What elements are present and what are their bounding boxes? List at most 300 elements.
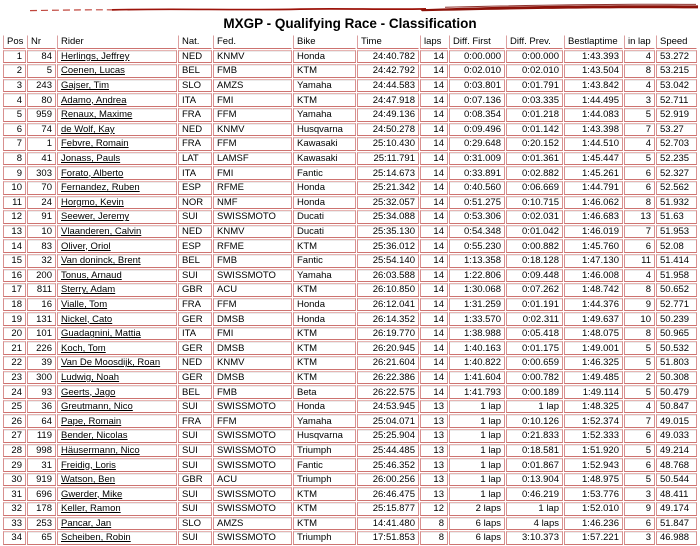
cell-in_lap: 4 [624, 79, 655, 93]
cell-time: 26:46.475 [357, 487, 419, 501]
cell-pos: 2 [3, 64, 26, 78]
cell-rider [57, 298, 177, 312]
cell-bike: KTM [293, 64, 356, 78]
cell-diff_prev: 0:01.791 [506, 79, 563, 93]
cell-bike: KTM [293, 93, 356, 107]
cell-in_lap: 6 [624, 429, 655, 443]
cell-nat: GER [178, 371, 212, 385]
table-row [3, 371, 697, 385]
cell-in_lap: 13 [624, 210, 655, 224]
cell-nat: SUI [178, 531, 212, 545]
cell-bike: Honda [293, 196, 356, 210]
cell-bike: Fantic [293, 166, 356, 180]
cell-time: 25:54.140 [357, 254, 419, 268]
cell-diff_first: 0:54.348 [449, 225, 505, 239]
cell-diff_first: 6 laps [449, 531, 505, 545]
cell-fed: SWISSMOTO [213, 429, 292, 443]
cell-time: 14:41.480 [357, 517, 419, 531]
rider-name-link[interactable]: Koch, Tom [61, 342, 106, 354]
cell-speed: 52.235 [656, 152, 697, 166]
cell-laps: 14 [420, 196, 448, 210]
cell-diff_prev: 0:01.042 [506, 225, 563, 239]
rider-name-link[interactable]: Pancar, Jan [61, 517, 112, 529]
cell-time: 24:47.918 [357, 93, 419, 107]
rider-name-link[interactable]: Fernandez, Ruben [61, 182, 140, 194]
cell-laps: 14 [420, 123, 448, 137]
cell-time: 26:00.256 [357, 473, 419, 487]
cell-pos: 15 [3, 254, 26, 268]
cell-time: 25:11.791 [357, 152, 419, 166]
rider-name-link[interactable]: de Wolf, Kay [61, 123, 115, 135]
cell-bike: KTM [293, 239, 356, 253]
table-row [3, 123, 697, 137]
table-row [3, 473, 697, 487]
cell-nat: SLO [178, 517, 212, 531]
cell-time: 25:35.130 [357, 225, 419, 239]
cell-laps: 12 [420, 502, 448, 516]
cell-time: 26:14.352 [357, 312, 419, 326]
cell-nr: 64 [27, 414, 56, 428]
cell-diff_prev: 0:21.833 [506, 429, 563, 443]
cell-fed: NMF [213, 196, 292, 210]
cell-nr: 32 [27, 254, 56, 268]
cell-fed: FMB [213, 64, 292, 78]
cell-nr: 696 [27, 487, 56, 501]
cell-laps: 14 [420, 254, 448, 268]
rider-name-link[interactable]: Freidig, Loris [61, 459, 116, 471]
rider-name-link[interactable]: Watson, Ben [61, 474, 116, 486]
rider-name-link[interactable]: Coenen, Lucas [61, 65, 125, 77]
cell-laps: 13 [420, 414, 448, 428]
cell-diff_first: 0:08.354 [449, 108, 505, 122]
cell-speed: 49.015 [656, 414, 697, 428]
cell-nr: 303 [27, 166, 56, 180]
cell-diff_first: 1 lap [449, 429, 505, 443]
cell-laps: 14 [420, 64, 448, 78]
cell-nr: 70 [27, 181, 56, 195]
column-header-nr: Nr [27, 35, 56, 49]
cell-laps: 13 [420, 400, 448, 414]
rider-name-link[interactable]: Scheiben, Robin [61, 532, 131, 544]
table-row [3, 429, 697, 443]
cell-rider [57, 137, 177, 151]
cell-in_lap: 8 [624, 283, 655, 297]
rider-name-link[interactable]: Tonus, Arnaud [61, 269, 122, 281]
cell-laps: 8 [420, 517, 448, 531]
cell-nat: GBR [178, 473, 212, 487]
rider-name-link[interactable]: Sterry, Adam [61, 284, 116, 296]
cell-in_lap: 11 [624, 254, 655, 268]
cell-bike: Yamaha [293, 108, 356, 122]
cell-time: 25:46.352 [357, 458, 419, 472]
cell-nr: 31 [27, 458, 56, 472]
cell-laps: 14 [420, 327, 448, 341]
rider-name-link[interactable]: Jonass, Pauls [61, 153, 121, 165]
cell-fed: SWISSMOTO [213, 210, 292, 224]
table-row [3, 385, 697, 399]
cell-diff_first: 1:41.604 [449, 371, 505, 385]
cell-nr: 178 [27, 502, 56, 516]
cell-bestlaptime: 1:46.683 [564, 210, 623, 224]
table-row [3, 210, 697, 224]
cell-time: 24:50.278 [357, 123, 419, 137]
column-header-pos: Pos [3, 35, 26, 49]
cell-speed: 50.308 [656, 371, 697, 385]
table-row [3, 225, 697, 239]
rider-name-link[interactable]: Gajser, Tim [61, 80, 110, 92]
cell-time: 24:53.945 [357, 400, 419, 414]
cell-bestlaptime: 1:52.943 [564, 458, 623, 472]
header-row [3, 35, 697, 49]
cell-rider [57, 531, 177, 545]
cell-diff_prev: 0:00.659 [506, 356, 563, 370]
cell-time: 25:10.430 [357, 137, 419, 151]
cell-rider [57, 327, 177, 341]
column-header-bike: Bike [293, 35, 356, 49]
cell-speed: 52.562 [656, 181, 697, 195]
cell-bike: Honda [293, 400, 356, 414]
cell-bike: KTM [293, 356, 356, 370]
cell-fed: KNMV [213, 356, 292, 370]
cell-nr: 119 [27, 429, 56, 443]
cell-nat: SUI [178, 502, 212, 516]
cell-bestlaptime: 1:43.842 [564, 79, 623, 93]
rider-name-link[interactable]: Keller, Ramon [61, 503, 121, 515]
cell-laps: 13 [420, 429, 448, 443]
cell-nat: BEL [178, 64, 212, 78]
cell-in_lap: 10 [624, 312, 655, 326]
table-row [3, 93, 697, 107]
cell-pos: 5 [3, 108, 26, 122]
cell-diff_prev: 3:10.373 [506, 531, 563, 545]
cell-time: 24:44.583 [357, 79, 419, 93]
cell-pos: 20 [3, 327, 26, 341]
cell-in_lap: 5 [624, 341, 655, 355]
table-row [3, 64, 697, 78]
rider-name-link[interactable]: Seewer, Jeremy [61, 211, 130, 223]
cell-bike: Yamaha [293, 414, 356, 428]
cell-pos: 17 [3, 283, 26, 297]
cell-rider [57, 371, 177, 385]
cell-speed: 52.711 [656, 93, 697, 107]
cell-time: 26:20.945 [357, 341, 419, 355]
cell-bike: KTM [293, 517, 356, 531]
cell-in_lap: 5 [624, 385, 655, 399]
cell-bestlaptime: 1:43.504 [564, 64, 623, 78]
cell-laps: 14 [420, 341, 448, 355]
rider-name-link[interactable]: Geerts, Jago [61, 386, 116, 398]
cell-speed: 50.965 [656, 327, 697, 341]
cell-diff_prev: 0:09.448 [506, 269, 563, 283]
cell-bestlaptime: 1:43.393 [564, 50, 623, 64]
cell-pos: 1 [3, 50, 26, 64]
cell-diff_prev: 0:00.782 [506, 371, 563, 385]
cell-bestlaptime: 1:48.975 [564, 473, 623, 487]
cell-bike: KTM [293, 283, 356, 297]
cell-nr: 101 [27, 327, 56, 341]
cell-pos: 13 [3, 225, 26, 239]
cell-bike: Ducati [293, 210, 356, 224]
cell-speed: 53.27 [656, 123, 697, 137]
cell-diff_prev: 4 laps [506, 517, 563, 531]
table-row [3, 400, 697, 414]
table-body [3, 50, 697, 545]
rider-name-link[interactable]: Vialle, Tom [61, 298, 108, 310]
cell-nr: 91 [27, 210, 56, 224]
cell-rider [57, 225, 177, 239]
cell-nat: SLO [178, 79, 212, 93]
cell-bestlaptime: 1:52.374 [564, 414, 623, 428]
cell-rider [57, 502, 177, 516]
cell-bestlaptime: 1:51.920 [564, 444, 623, 458]
cell-speed: 50.652 [656, 283, 697, 297]
cell-bestlaptime: 1:43.398 [564, 123, 623, 137]
cell-time: 24:49.136 [357, 108, 419, 122]
rider-name-link[interactable]: Guadagnini, Mattia [61, 328, 141, 340]
cell-diff_first: 1:38.988 [449, 327, 505, 341]
cell-nat: GER [178, 312, 212, 326]
cell-in_lap: 4 [624, 50, 655, 64]
cell-nat: BEL [178, 385, 212, 399]
cell-time: 25:44.485 [357, 444, 419, 458]
table-row [3, 458, 697, 472]
cell-bike: Ducati [293, 225, 356, 239]
cell-pos: 30 [3, 473, 26, 487]
cell-fed: AMZS [213, 517, 292, 531]
cell-nr: 39 [27, 356, 56, 370]
cell-laps: 14 [420, 166, 448, 180]
rider-name-link[interactable]: Nickel, Cato [61, 313, 113, 325]
cell-rider [57, 108, 177, 122]
cell-speed: 48.768 [656, 458, 697, 472]
rider-name-link[interactable]: Bender, Nicolas [61, 430, 128, 442]
rider-name-link[interactable]: Vlaanderen, Calvin [61, 226, 142, 238]
rider-name-link[interactable]: Renaux, Maxime [61, 109, 133, 121]
cell-pos: 6 [3, 123, 26, 137]
cell-diff_prev: 0:01.218 [506, 108, 563, 122]
column-header-rider: Rider [57, 35, 177, 49]
cell-speed: 51.932 [656, 196, 697, 210]
rider-name-link[interactable]: Febvre, Romain [61, 138, 129, 150]
cell-rider [57, 152, 177, 166]
cell-diff_prev: 0:01.361 [506, 152, 563, 166]
cell-speed: 52.327 [656, 166, 697, 180]
cell-nat: SUI [178, 444, 212, 458]
cell-nat: ITA [178, 166, 212, 180]
cell-in_lap: 3 [624, 93, 655, 107]
cell-speed: 46.988 [656, 531, 697, 545]
cell-diff_prev: 0:02.031 [506, 210, 563, 224]
cell-nat: FRA [178, 108, 212, 122]
cell-nat: GER [178, 341, 212, 355]
cell-speed: 53.272 [656, 50, 697, 64]
cell-bestlaptime: 1:45.447 [564, 152, 623, 166]
cell-fed: DMSB [213, 312, 292, 326]
cell-fed: FFM [213, 137, 292, 151]
cell-diff_first: 1:41.793 [449, 385, 505, 399]
cell-bestlaptime: 1:48.325 [564, 400, 623, 414]
column-header-fed: Fed. [213, 35, 292, 49]
cell-nr: 83 [27, 239, 56, 253]
cell-in_lap: 3 [624, 487, 655, 501]
cell-diff_first: 0:33.891 [449, 166, 505, 180]
rider-name-link[interactable]: Adamo, Andrea [61, 94, 127, 106]
cell-pos: 24 [3, 385, 26, 399]
cell-bike: Husqvarna [293, 123, 356, 137]
cell-time: 25:14.673 [357, 166, 419, 180]
cell-nr: 80 [27, 93, 56, 107]
cell-laps: 14 [420, 137, 448, 151]
cell-rider [57, 181, 177, 195]
cell-time: 25:36.012 [357, 239, 419, 253]
rider-name-link[interactable]: Greutmann, Nico [61, 401, 133, 413]
cell-in_lap: 6 [624, 166, 655, 180]
cell-diff_first: 1 lap [449, 458, 505, 472]
cell-diff_prev: 0:06.669 [506, 181, 563, 195]
cell-bestlaptime: 1:46.236 [564, 517, 623, 531]
rider-name-link[interactable]: Pape, Romain [61, 415, 122, 427]
rider-name-link[interactable]: Van De Moosdijk, Roan [61, 357, 161, 369]
cell-time: 17:51.853 [357, 531, 419, 545]
cell-pos: 18 [3, 298, 26, 312]
cell-bestlaptime: 1:53.776 [564, 487, 623, 501]
cell-laps: 13 [420, 444, 448, 458]
cell-bike: Honda [293, 312, 356, 326]
cell-rider [57, 429, 177, 443]
cell-bike: KTM [293, 371, 356, 385]
column-header-diff_first: Diff. First [449, 35, 505, 49]
cell-nat: NED [178, 123, 212, 137]
cell-in_lap: 2 [624, 371, 655, 385]
cell-fed: FMI [213, 93, 292, 107]
table-row [3, 327, 697, 341]
cell-diff_first: 1:40.822 [449, 356, 505, 370]
cell-diff_first: 1:22.806 [449, 269, 505, 283]
cell-diff_prev: 0:13.904 [506, 473, 563, 487]
cell-fed: FMB [213, 385, 292, 399]
table-row [3, 196, 697, 210]
cell-pos: 33 [3, 517, 26, 531]
cell-laps: 14 [420, 93, 448, 107]
cell-diff_first: 1 lap [449, 444, 505, 458]
cell-pos: 12 [3, 210, 26, 224]
cell-diff_first: 1:40.163 [449, 341, 505, 355]
column-header-time: Time [357, 35, 419, 49]
cell-laps: 14 [420, 50, 448, 64]
rider-name-link[interactable]: Horgmo, Kevin [61, 196, 124, 208]
cell-time: 26:10.850 [357, 283, 419, 297]
rider-name-link[interactable]: Forato, Alberto [61, 167, 124, 179]
cell-fed: KNMV [213, 50, 292, 64]
cell-nr: 74 [27, 123, 56, 137]
column-header-in_lap: in lap [624, 35, 655, 49]
cell-pos: 26 [3, 414, 26, 428]
cell-nat: NED [178, 356, 212, 370]
cell-in_lap: 5 [624, 152, 655, 166]
cell-rider [57, 283, 177, 297]
cell-rider [57, 312, 177, 326]
cell-bestlaptime: 1:49.001 [564, 341, 623, 355]
rider-name-link[interactable]: Häusermann, Nico [61, 444, 140, 456]
cell-diff_first: 0:00.000 [449, 50, 505, 64]
cell-time: 25:25.904 [357, 429, 419, 443]
cell-rider [57, 254, 177, 268]
cell-bestlaptime: 1:49.485 [564, 371, 623, 385]
cell-diff_prev: 0:18.581 [506, 444, 563, 458]
cell-speed: 52.703 [656, 137, 697, 151]
table-row [3, 79, 697, 93]
cell-diff_first: 0:09.496 [449, 123, 505, 137]
cell-diff_first: 0:40.560 [449, 181, 505, 195]
table-row [3, 239, 697, 253]
cell-bike: KTM [293, 487, 356, 501]
cell-diff_prev: 0:05.418 [506, 327, 563, 341]
cell-nr: 253 [27, 517, 56, 531]
cell-bike: KTM [293, 341, 356, 355]
cell-fed: SWISSMOTO [213, 458, 292, 472]
cell-rider [57, 487, 177, 501]
cell-diff_prev: 0:01.191 [506, 298, 563, 312]
rider-name-link[interactable]: Herlings, Jeffrey [61, 50, 130, 62]
cell-laps: 13 [420, 473, 448, 487]
cell-laps: 14 [420, 283, 448, 297]
cell-pos: 28 [3, 444, 26, 458]
table-row [3, 312, 697, 326]
cell-rider [57, 79, 177, 93]
cell-laps: 14 [420, 269, 448, 283]
cell-in_lap: 6 [624, 458, 655, 472]
cell-fed: FMB [213, 254, 292, 268]
table-row [3, 166, 697, 180]
cell-diff_prev: 1 lap [506, 400, 563, 414]
cell-time: 25:21.342 [357, 181, 419, 195]
cell-nr: 65 [27, 531, 56, 545]
cell-time: 26:03.588 [357, 269, 419, 283]
cell-laps: 14 [420, 152, 448, 166]
cell-fed: FFM [213, 298, 292, 312]
cell-diff_first: 1 lap [449, 473, 505, 487]
table-row [3, 108, 697, 122]
cell-speed: 50.479 [656, 385, 697, 399]
cell-diff_first: 1:31.259 [449, 298, 505, 312]
cell-pos: 7 [3, 137, 26, 151]
rider-name-link[interactable]: Ludwig, Noah [61, 371, 120, 383]
cell-diff_prev: 0:07.262 [506, 283, 563, 297]
cell-nr: 919 [27, 473, 56, 487]
cell-fed: KNMV [213, 123, 292, 137]
cell-rider [57, 239, 177, 253]
cell-pos: 25 [3, 400, 26, 414]
table-row [3, 356, 697, 370]
cell-rider [57, 473, 177, 487]
cell-bestlaptime: 1:44.791 [564, 181, 623, 195]
rider-name-link[interactable]: Gwerder, Mike [61, 488, 123, 500]
cell-nr: 243 [27, 79, 56, 93]
cell-in_lap: 4 [624, 400, 655, 414]
cell-diff_first: 0:31.009 [449, 152, 505, 166]
cell-laps: 14 [420, 385, 448, 399]
cell-speed: 52.771 [656, 298, 697, 312]
cell-rider [57, 196, 177, 210]
rider-name-link[interactable]: Oliver, Oriol [61, 240, 111, 252]
cell-pos: 10 [3, 181, 26, 195]
cell-time: 25:15.877 [357, 502, 419, 516]
rider-name-link[interactable]: Van doninck, Brent [61, 255, 141, 267]
cell-pos: 19 [3, 312, 26, 326]
cell-time: 24:42.792 [357, 64, 419, 78]
cell-nr: 84 [27, 50, 56, 64]
cell-fed: FFM [213, 414, 292, 428]
